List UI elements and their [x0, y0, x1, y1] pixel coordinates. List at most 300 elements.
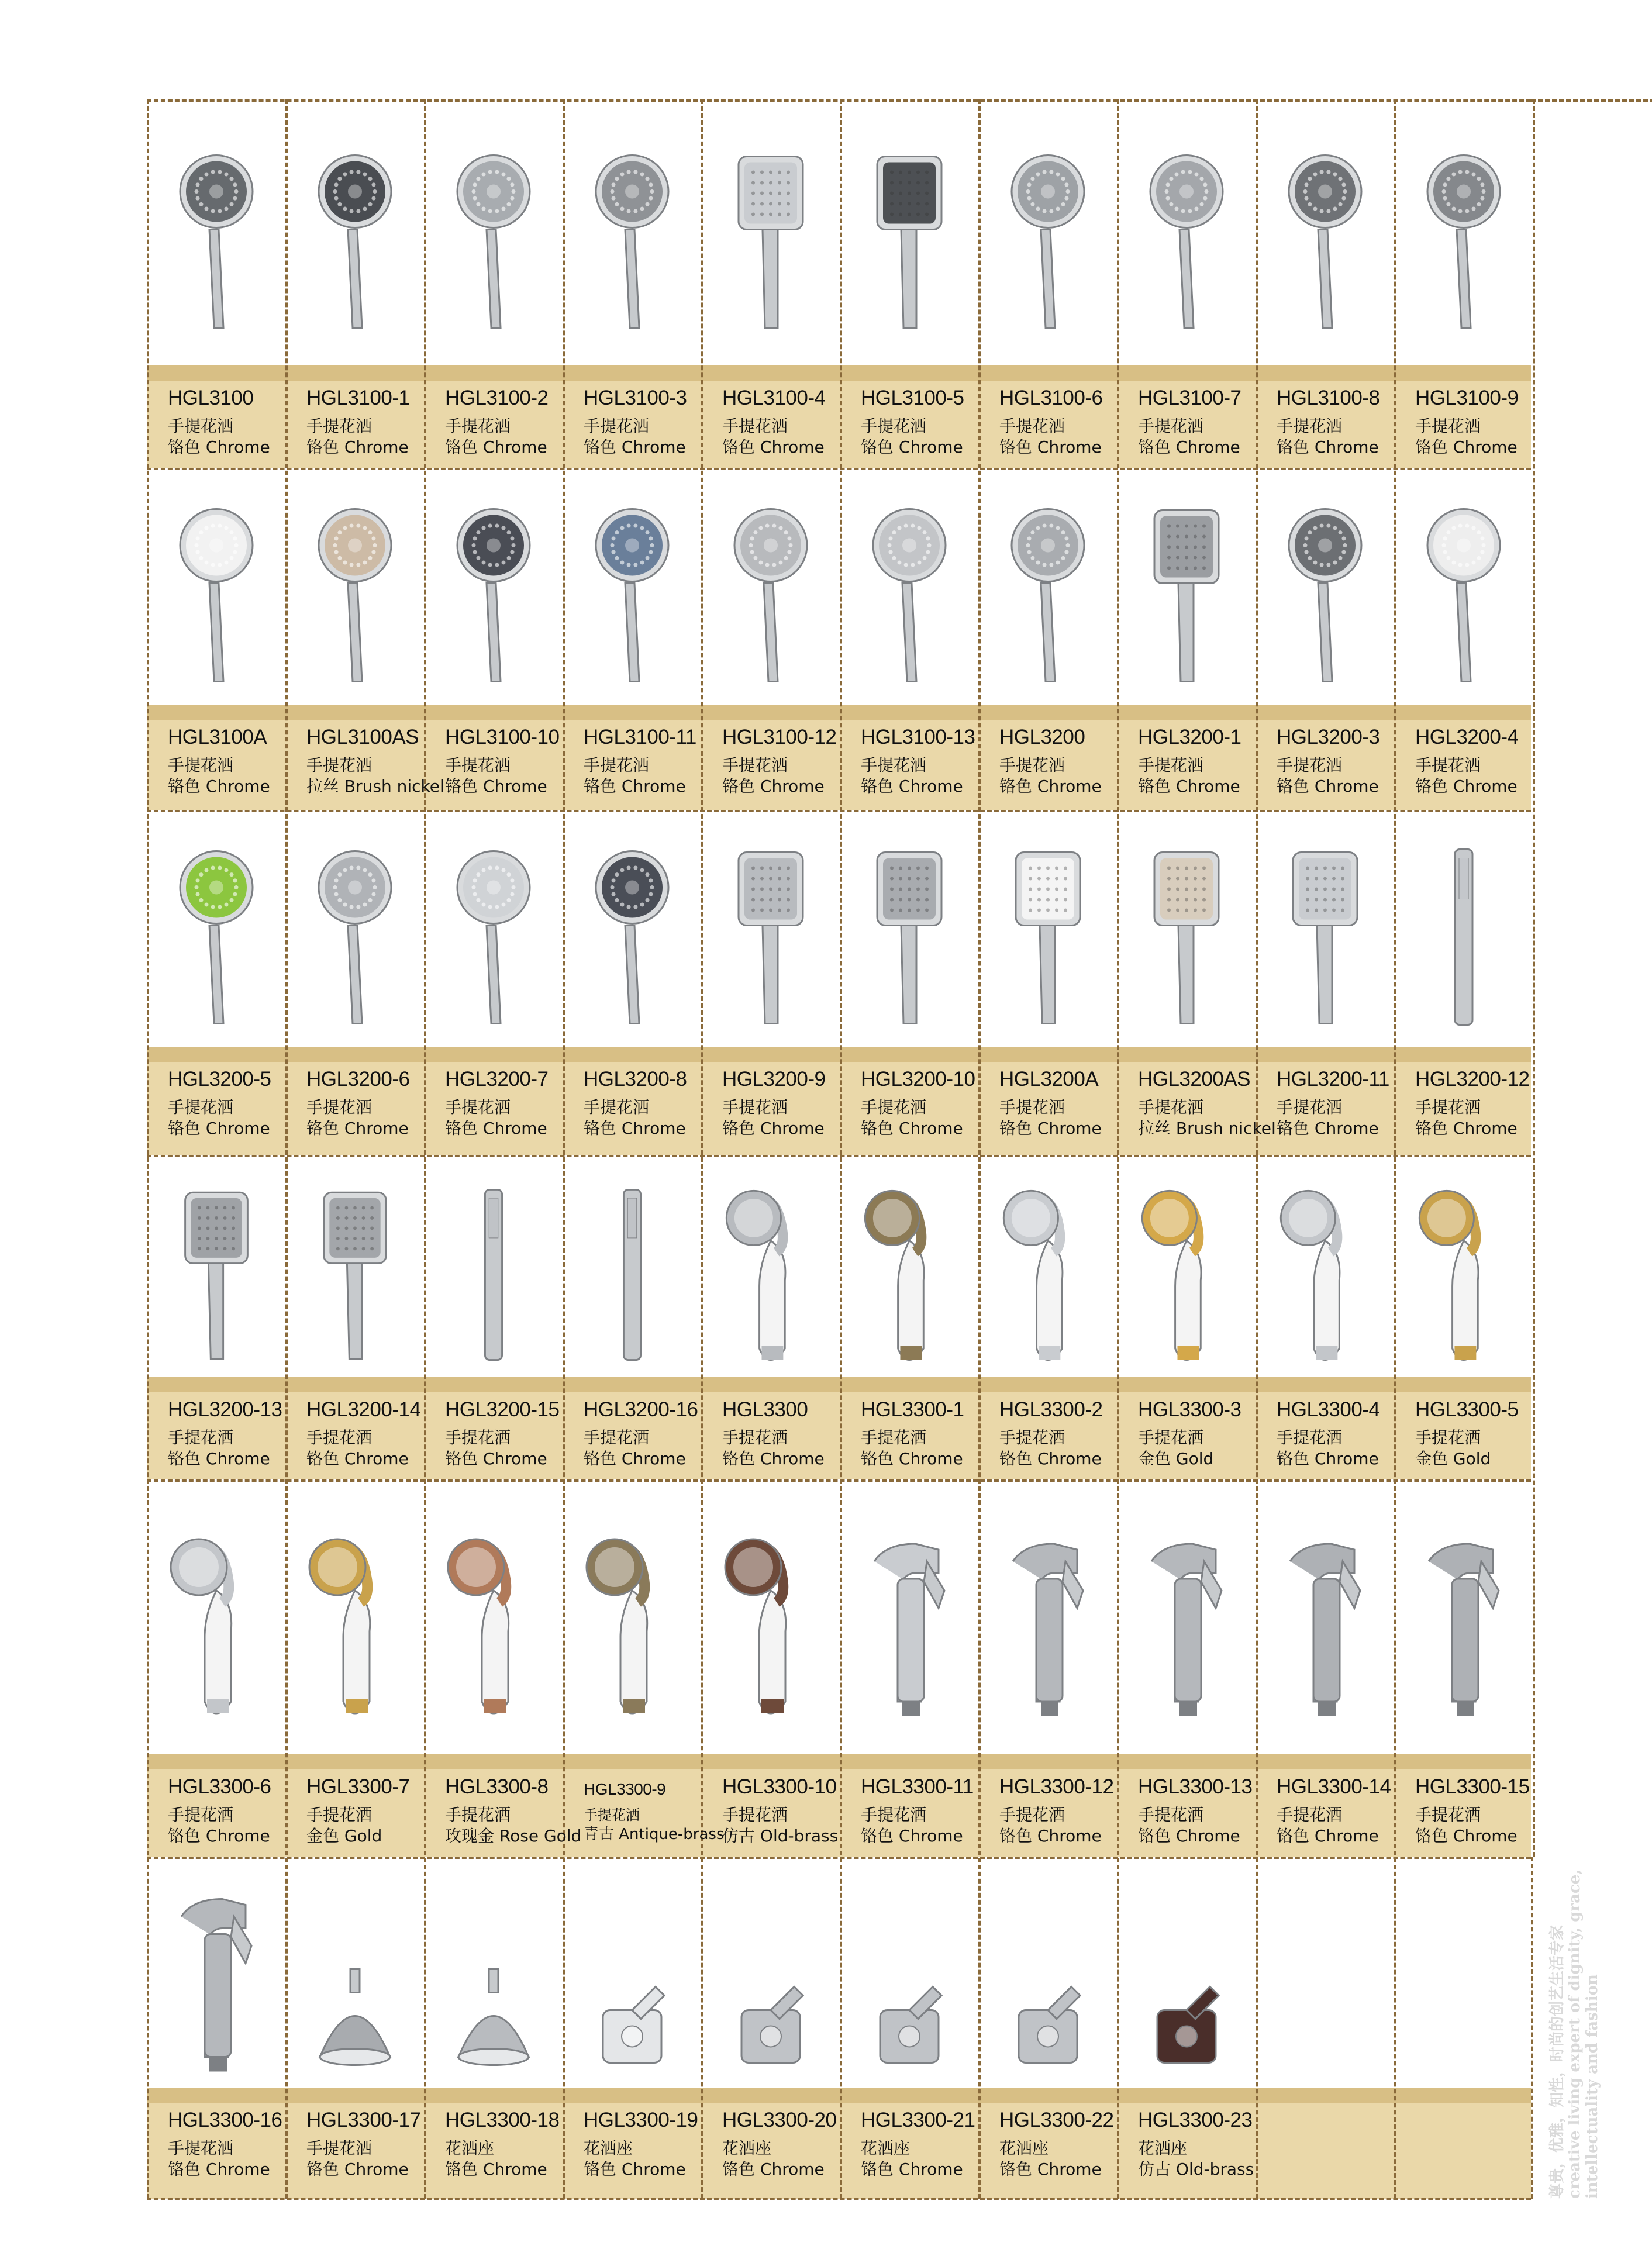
product-finish: 铬色 Chrome: [861, 437, 963, 457]
product-card[interactable]: [1117, 99, 1256, 468]
square-hand-shower-icon: [158, 1178, 275, 1371]
product-label: [285, 1068, 424, 1144]
product-label: [840, 1398, 978, 1474]
product-label: [701, 387, 840, 463]
product-name: 手提花洒: [722, 1805, 788, 1824]
product-name: 手提花洒: [445, 1098, 511, 1117]
product-label: [978, 726, 1117, 802]
product-code: HGL3200-14: [306, 1398, 421, 1421]
product-label: [563, 726, 701, 802]
product-label: [701, 726, 840, 802]
product-card[interactable]: [978, 1155, 1117, 1479]
product-label: [1117, 387, 1256, 463]
product-code: HGL3300-11: [861, 1775, 974, 1798]
product-finish: 铬色 Chrome: [722, 1449, 825, 1468]
product-name: 手提花洒: [168, 1098, 234, 1117]
product-name: 手提花洒: [168, 1428, 234, 1447]
product-code: HGL3300-2: [999, 1398, 1103, 1421]
side-slogan: [1548, 1789, 1601, 2199]
product-image: [285, 111, 424, 360]
product-label: [978, 2109, 1117, 2185]
product-image: [424, 1167, 563, 1371]
product-finish: 铬色 Chrome: [445, 2160, 547, 2179]
product-image: [1117, 1167, 1256, 1371]
product-card[interactable]: [701, 1479, 840, 1857]
product-image: [1394, 1491, 1533, 1748]
product-card[interactable]: [563, 1479, 725, 1857]
product-code: HGL3200A: [999, 1068, 1099, 1091]
product-finish: 铬色 Chrome: [445, 777, 547, 796]
product-card[interactable]: [424, 1857, 563, 2199]
product-finish: 铬色 Chrome: [861, 1119, 963, 1138]
product-name: 手提花洒: [722, 1428, 788, 1447]
product-label: [563, 387, 701, 463]
product-card[interactable]: [424, 1479, 582, 1857]
bidet-sprayer-icon: [851, 1503, 968, 1748]
product-label: [701, 2109, 840, 2185]
product-card[interactable]: [840, 810, 978, 1155]
product-image: [1394, 480, 1533, 699]
product-image: [1117, 822, 1256, 1041]
product-card[interactable]: [978, 1857, 1117, 2199]
product-image: [701, 480, 840, 699]
product-card[interactable]: [147, 810, 285, 1155]
product-label: [1117, 1398, 1256, 1474]
product-name: 手提花洒: [1415, 756, 1481, 775]
product-card[interactable]: [840, 1155, 978, 1479]
round-hand-shower-icon: [1267, 491, 1384, 699]
product-code: HGL3200-16: [584, 1398, 698, 1421]
bidet-sprayer-icon: [1128, 1503, 1245, 1748]
product-label: [1256, 1398, 1394, 1474]
square-hand-shower-icon: [1267, 833, 1384, 1041]
product-code: HGL3300-17: [306, 2109, 421, 2131]
telephone-hand-shower-icon: [296, 1503, 413, 1748]
product-name: 手提花洒: [861, 416, 927, 436]
product-card[interactable]: [840, 468, 978, 810]
product-label: [285, 726, 444, 802]
telephone-hand-shower-icon: [1128, 1178, 1245, 1371]
round-hand-shower-icon: [158, 833, 275, 1041]
product-image: [424, 822, 563, 1041]
product-code: HGL3100-8: [1277, 387, 1380, 409]
product-name: 手提花洒: [999, 1098, 1065, 1117]
product-name: 手提花洒: [168, 416, 234, 436]
product-label: [285, 1398, 424, 1474]
product-code: HGL3300-4: [1277, 1398, 1380, 1421]
product-image: [147, 1167, 285, 1371]
product-label: [424, 2109, 563, 2185]
product-card[interactable]: [147, 1857, 285, 2199]
product-finish: 青古 Antique-brass: [584, 1826, 725, 1843]
wall-bracket-icon: [851, 1880, 968, 2082]
product-card[interactable]: [1394, 1155, 1533, 1479]
product-image: [285, 480, 424, 699]
product-card[interactable]: [424, 468, 563, 810]
product-code: HGL3300-18: [445, 2109, 560, 2131]
product-card[interactable]: [978, 810, 1117, 1155]
product-code: HGL3300-9: [584, 1780, 666, 1798]
round-hand-shower-icon: [1405, 123, 1522, 360]
product-finish: 铬色 Chrome: [168, 2160, 270, 2179]
product-label: [563, 2109, 701, 2185]
product-card[interactable]: [1394, 1479, 1533, 1857]
product-image: [424, 1868, 563, 2082]
square-hand-shower-icon: [712, 833, 829, 1041]
product-card[interactable]: [285, 1857, 424, 2199]
product-code: HGL3100-10: [445, 726, 560, 748]
product-name: 花洒座: [584, 2138, 633, 2158]
product-name: 手提花洒: [306, 416, 373, 436]
product-card[interactable]: [424, 99, 563, 468]
product-code: HGL3300-13: [1138, 1775, 1253, 1798]
telephone-hand-shower-icon: [712, 1503, 829, 1748]
round-hand-shower-icon: [1128, 123, 1245, 360]
product-card[interactable]: [285, 468, 444, 810]
product-label: [424, 1398, 563, 1474]
product-name: 手提花洒: [1415, 416, 1481, 436]
product-image: [978, 480, 1117, 699]
product-label: [701, 1775, 840, 1851]
product-card[interactable]: [285, 1479, 424, 1857]
product-card[interactable]: [840, 1857, 978, 2199]
fixed-shower-head-icon: [435, 1880, 552, 2082]
product-finish: 铬色 Chrome: [1277, 1449, 1379, 1468]
side-slogan-english-1: creative living expert of dignity, grace,: [1566, 1869, 1584, 2199]
product-finish: 铬色 Chrome: [306, 1449, 409, 1468]
product-card[interactable]: [285, 99, 424, 468]
product-name: 手提花洒: [722, 1098, 788, 1117]
product-image: [978, 1167, 1117, 1371]
product-code: HGL3300-15: [1415, 1775, 1530, 1798]
product-finish: 铬色 Chrome: [722, 1119, 825, 1138]
product-card[interactable]: [1256, 468, 1394, 810]
product-label: [424, 1068, 563, 1144]
product-code: HGL3200-3: [1277, 726, 1380, 748]
product-name: 手提花洒: [168, 756, 234, 775]
round-hand-shower-icon: [435, 123, 552, 360]
product-finish: 铬色 Chrome: [584, 2160, 686, 2179]
product-card[interactable]: [1256, 99, 1394, 468]
product-name: 手提花洒: [1138, 1805, 1204, 1824]
product-card[interactable]: [1394, 99, 1533, 468]
product-card[interactable]: [563, 468, 701, 810]
product-card[interactable]: [701, 810, 840, 1155]
product-card[interactable]: [978, 1479, 1117, 1857]
product-card[interactable]: [978, 99, 1117, 468]
product-image: [1394, 1167, 1533, 1371]
round-hand-shower-icon: [296, 491, 413, 699]
product-image: [1256, 822, 1394, 1041]
product-finish: 铬色 Chrome: [1415, 1826, 1518, 1845]
product-finish: 铬色 Chrome: [722, 437, 825, 457]
product-card[interactable]: [147, 468, 285, 810]
product-card[interactable]: [701, 1155, 840, 1479]
product-code: HGL3100AS: [306, 726, 419, 748]
product-card[interactable]: [701, 1857, 840, 2199]
product-image: [285, 1868, 424, 2082]
product-name: 手提花洒: [1277, 1805, 1343, 1824]
telephone-hand-shower-icon: [851, 1178, 968, 1371]
product-card[interactable]: [147, 1479, 285, 1857]
product-name: 手提花洒: [1415, 1805, 1481, 1824]
product-catalog-grid: [147, 99, 1531, 2199]
product-name: 手提花洒: [306, 1098, 373, 1117]
round-hand-shower-icon: [574, 491, 691, 699]
product-card[interactable]: [840, 99, 978, 468]
product-image: [563, 1491, 701, 1748]
product-card[interactable]: [1117, 1155, 1256, 1479]
product-name: 手提花洒: [584, 416, 650, 436]
product-image: [840, 822, 978, 1041]
product-card[interactable]: [563, 1857, 701, 2199]
product-code: HGL3100-6: [999, 387, 1103, 409]
product-finish: 铬色 Chrome: [306, 1119, 409, 1138]
product-code: HGL3100-7: [1138, 387, 1241, 409]
square-hand-shower-icon: [712, 123, 829, 360]
product-name: 手提花洒: [722, 416, 788, 436]
product-card[interactable]: [285, 810, 424, 1155]
product-code: HGL3200-11: [1277, 1068, 1389, 1091]
product-card[interactable]: [1117, 1857, 1256, 2199]
product-image: [563, 480, 701, 699]
round-hand-shower-icon: [296, 123, 413, 360]
product-name: 手提花洒: [1277, 1428, 1343, 1447]
product-name: 手提花洒: [722, 756, 788, 775]
telephone-hand-shower-icon: [435, 1503, 552, 1748]
square-hand-shower-icon: [296, 1178, 413, 1371]
product-code: HGL3200-9: [722, 1068, 826, 1091]
product-code: HGL3200-12: [1415, 1068, 1530, 1091]
product-card[interactable]: [147, 99, 285, 468]
product-image: [563, 822, 701, 1041]
telephone-hand-shower-icon: [989, 1178, 1106, 1371]
product-label: [1256, 726, 1394, 802]
product-label: [424, 387, 563, 463]
product-card[interactable]: [424, 810, 563, 1155]
product-image: [701, 1167, 840, 1371]
product-image: [563, 1167, 701, 1371]
column-divider: [1533, 99, 1535, 1857]
fixed-shower-head-icon: [296, 1880, 413, 2082]
product-card[interactable]: [1394, 810, 1533, 1155]
product-finish: 拉丝 Brush nickel: [1138, 1119, 1276, 1138]
product-code: HGL3300-5: [1415, 1398, 1519, 1421]
product-card[interactable]: [147, 1155, 285, 1479]
product-name: 手提花洒: [861, 756, 927, 775]
product-label: [978, 1068, 1117, 1144]
product-image: [424, 480, 563, 699]
product-code: HGL3300-14: [1277, 1775, 1391, 1798]
product-label: [978, 1398, 1117, 1474]
wall-bracket-icon: [989, 1880, 1106, 2082]
stick-hand-shower-icon: [574, 1178, 691, 1371]
product-code: HGL3200AS: [1138, 1068, 1251, 1091]
product-finish: 铬色 Chrome: [861, 2160, 963, 2179]
product-finish: 铬色 Chrome: [306, 2160, 409, 2179]
product-card[interactable]: [1256, 810, 1394, 1155]
product-name: 手提花洒: [306, 1428, 373, 1447]
product-finish: 铬色 Chrome: [584, 1449, 686, 1468]
product-name: 手提花洒: [306, 2138, 373, 2158]
product-card[interactable]: [1117, 468, 1256, 810]
product-finish: 铬色 Chrome: [999, 1449, 1102, 1468]
side-slogan-english-2: intellectuality and fashion: [1584, 1974, 1601, 2199]
square-hand-shower-icon: [1128, 833, 1245, 1041]
product-name: 花洒座: [445, 2138, 495, 2158]
product-label: [1394, 1775, 1533, 1851]
product-card[interactable]: [1394, 468, 1533, 810]
product-finish: 铬色 Chrome: [999, 1826, 1102, 1845]
product-name: 手提花洒: [306, 756, 373, 775]
product-finish: 铬色 Chrome: [168, 437, 270, 457]
product-label: [1394, 1398, 1533, 1474]
wall-bracket-icon: [1128, 1880, 1245, 2082]
product-finish: 铬色 Chrome: [999, 2160, 1102, 2179]
product-finish: 铬色 Chrome: [445, 1449, 547, 1468]
product-image: [840, 1868, 978, 2082]
product-card[interactable]: [424, 1155, 563, 1479]
product-code: HGL3200-15: [445, 1398, 560, 1421]
product-image: [563, 1868, 701, 2082]
product-card[interactable]: [563, 1155, 701, 1479]
wall-bracket-icon: [712, 1880, 829, 2082]
product-card[interactable]: [840, 1479, 978, 1857]
product-label: [840, 1068, 978, 1144]
product-finish: 铬色 Chrome: [445, 437, 547, 457]
telephone-hand-shower-icon: [1267, 1178, 1384, 1371]
product-card[interactable]: [563, 99, 701, 468]
product-card[interactable]: [1256, 1479, 1394, 1857]
product-finish: 铬色 Chrome: [584, 437, 686, 457]
square-hand-shower-icon: [1128, 491, 1245, 699]
product-label: [1256, 387, 1394, 463]
product-code: HGL3300-20: [722, 2109, 837, 2131]
product-code: HGL3300-6: [168, 1775, 271, 1798]
product-image: [1256, 1167, 1394, 1371]
product-card[interactable]: [285, 1155, 424, 1479]
product-code: HGL3200: [999, 726, 1085, 748]
product-code: HGL3100-9: [1415, 387, 1519, 409]
product-finish: 铬色 Chrome: [168, 1119, 270, 1138]
bidet-sprayer-icon: [989, 1503, 1106, 1748]
product-card[interactable]: [1256, 1155, 1394, 1479]
product-name: 手提花洒: [1277, 416, 1343, 436]
product-code: HGL3300-3: [1138, 1398, 1241, 1421]
product-image: [978, 111, 1117, 360]
product-label: [840, 726, 978, 802]
product-name: 手提花洒: [1138, 1428, 1204, 1447]
round-hand-shower-icon: [296, 833, 413, 1041]
product-finish: 铬色 Chrome: [1415, 437, 1518, 457]
product-image: [701, 1491, 840, 1748]
product-finish: 铬色 Chrome: [861, 1826, 963, 1845]
product-name: 花洒座: [722, 2138, 772, 2158]
product-code: HGL3100-12: [722, 726, 837, 748]
side-slogan-chinese: 尊贵，优雅，知性，时尚的创艺生活专家: [1548, 1924, 1566, 2199]
product-finish: 仿古 Old-brass: [1138, 2160, 1254, 2179]
product-label: [840, 1775, 978, 1851]
product-label: [1394, 387, 1533, 463]
product-image: [978, 1491, 1117, 1748]
product-finish: 铬色 Chrome: [999, 777, 1102, 796]
product-card[interactable]: [978, 468, 1117, 810]
product-label: [147, 1775, 285, 1851]
product-label: [563, 1068, 701, 1144]
product-label: [840, 2109, 978, 2185]
product-code: HGL3100-11: [584, 726, 696, 748]
stick-hand-shower-icon: [435, 1178, 552, 1371]
product-label: [285, 2109, 424, 2185]
product-image: [840, 1167, 978, 1371]
round-hand-shower-icon: [158, 491, 275, 699]
product-card[interactable]: [563, 810, 701, 1155]
product-image: [840, 480, 978, 699]
product-label: [563, 1398, 701, 1474]
product-image: [1256, 111, 1394, 360]
product-finish: 铬色 Chrome: [1415, 1119, 1518, 1138]
product-code: HGL3200-5: [168, 1068, 271, 1091]
product-name: 花洒座: [861, 2138, 911, 2158]
product-name: 手提花洒: [999, 1428, 1065, 1447]
product-name: 手提花洒: [1138, 756, 1204, 775]
product-label: [147, 2109, 285, 2185]
product-name: 手提花洒: [861, 1098, 927, 1117]
product-finish: 铬色 Chrome: [1138, 1826, 1240, 1845]
product-name: 手提花洒: [445, 1805, 511, 1824]
product-finish: 铬色 Chrome: [1138, 437, 1240, 457]
product-label: [147, 1398, 285, 1474]
product-finish: 铬色 Chrome: [584, 1119, 686, 1138]
product-finish: 铬色 Chrome: [445, 1119, 547, 1138]
product-code: HGL3300-22: [999, 2109, 1114, 2131]
product-finish: 铬色 Chrome: [1277, 1826, 1379, 1845]
product-name: 手提花洒: [999, 756, 1065, 775]
product-image: [1394, 111, 1533, 360]
product-code: HGL3200-13: [168, 1398, 282, 1421]
product-image: [701, 1868, 840, 2082]
round-hand-shower-icon: [1405, 491, 1522, 699]
product-name: 手提花洒: [861, 1805, 927, 1824]
product-card[interactable]: [701, 99, 840, 468]
product-finish: 铬色 Chrome: [861, 1449, 963, 1468]
product-name: 花洒座: [1138, 2138, 1188, 2158]
product-finish: 铬色 Chrome: [1277, 777, 1379, 796]
telephone-hand-shower-icon: [574, 1503, 691, 1748]
product-code: HGL3100-2: [445, 387, 549, 409]
product-finish: 金色 Gold: [1415, 1449, 1491, 1468]
product-code: HGL3200-6: [306, 1068, 410, 1091]
product-image: [147, 111, 285, 360]
product-label: [1394, 726, 1533, 802]
telephone-hand-shower-icon: [1405, 1178, 1522, 1371]
product-code: HGL3300-16: [168, 2109, 282, 2131]
telephone-hand-shower-icon: [712, 1178, 829, 1371]
product-image: [1117, 480, 1256, 699]
product-label: [701, 1068, 840, 1144]
product-code: HGL3200-4: [1415, 726, 1519, 748]
product-label: [147, 1068, 285, 1144]
product-name: 手提花洒: [584, 1807, 640, 1823]
product-card[interactable]: [1117, 1479, 1256, 1857]
product-code: HGL3100-4: [722, 387, 826, 409]
product-finish: 铬色 Chrome: [722, 2160, 825, 2179]
product-label: [285, 387, 424, 463]
product-image: [424, 1491, 563, 1748]
stick-hand-shower-icon: [1405, 833, 1522, 1041]
product-card[interactable]: [1117, 810, 1276, 1155]
product-card[interactable]: [701, 468, 840, 810]
